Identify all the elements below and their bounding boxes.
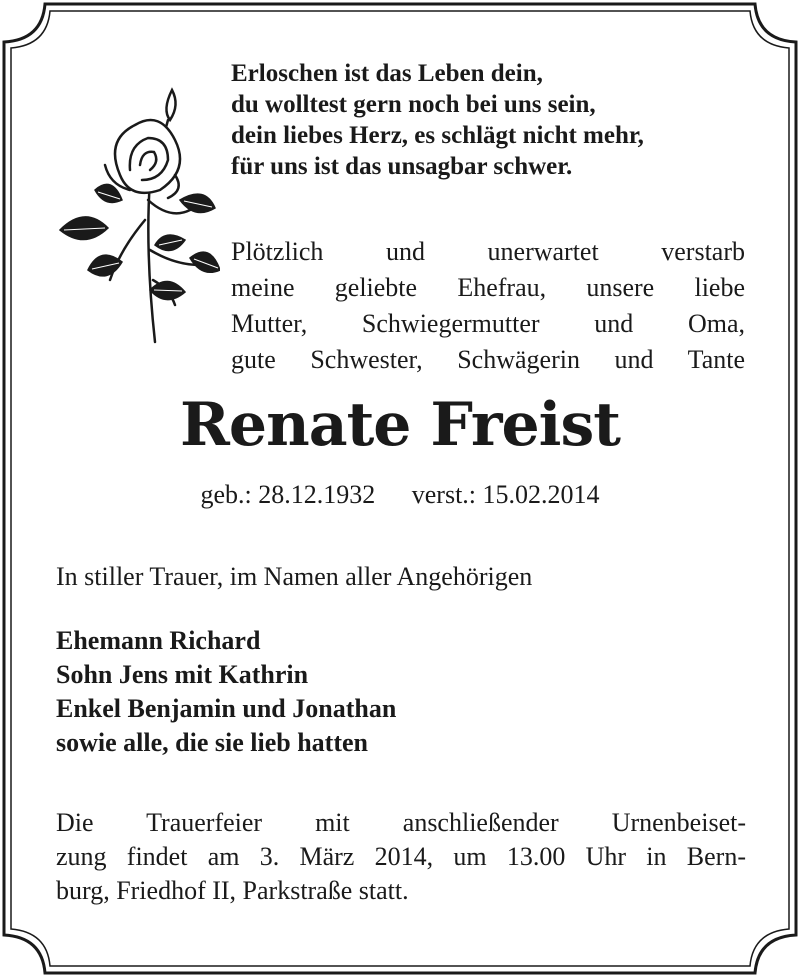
poem-line: dein liebes Herz, es schlägt nicht mehr, — [231, 122, 644, 149]
death-date: verst.: 15.02.2014 — [411, 480, 600, 509]
family-member: Sohn Jens mit Kathrin — [56, 660, 309, 689]
poem-line: Erloschen ist das Leben dein, — [231, 60, 543, 87]
poem-verse — [231, 58, 761, 182]
mourning-line: In stiller Trauer, im Namen aller Angehörigen — [56, 562, 533, 591]
announcement-line: Plötzlich und unerwartet verstarb — [231, 237, 745, 266]
funeral-line: Die Trauerfeier mit anschließender Urnenbeiset- — [56, 808, 746, 837]
family-member: sowie alle, die sie lieb hatten — [56, 728, 368, 757]
birth-date: geb.: 28.12.1932 — [200, 480, 376, 509]
announcement-text — [231, 234, 745, 378]
funeral-notice — [56, 806, 746, 908]
announcement-line: meine geliebte Ehefrau, unsere liebe — [231, 273, 745, 302]
life-dates — [0, 480, 800, 510]
poem-line: du wolltest gern noch bei uns sein, — [231, 91, 596, 118]
funeral-line: burg, Friedhof II, Parkstraße statt. — [56, 876, 409, 905]
announcement-line: gute Schwester, Schwägerin und Tante — [231, 345, 745, 374]
funeral-line: zung findet am 3. März 2014, um 13.00 Uhr in Bern- — [56, 842, 746, 871]
family-member: Enkel Benjamin und Jonathan — [56, 694, 397, 723]
poem-line: für uns ist das unsagbar schwer. — [231, 153, 573, 180]
family-member: Ehemann Richard — [56, 626, 261, 655]
deceased-name: Renate Freist — [180, 390, 620, 460]
family-list — [56, 624, 396, 760]
rose-illustration — [50, 80, 220, 350]
announcement-line: Mutter, Schwiegermutter und Oma, — [231, 309, 745, 338]
